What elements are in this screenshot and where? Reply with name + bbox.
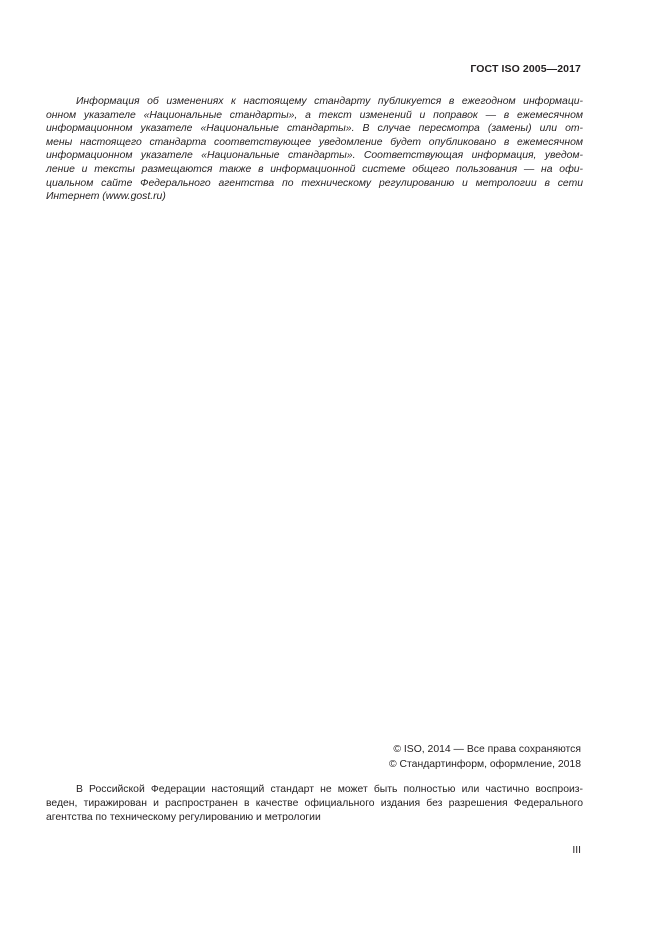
page-number: III	[572, 845, 581, 856]
standard-code: ГОСТ ISO 2005—2017	[470, 63, 581, 75]
info-line: циальном сайте Федерального агентства по техническому регулированию и метрологии в сети	[46, 177, 583, 189]
iso-copyright: © ISO, 2014 — Все права сохраняются	[393, 744, 581, 755]
info-line: Интернет (www.gost.ru)	[46, 191, 166, 203]
rights-line: В Российской Федерации настоящий стандарт не может быть полностью или частично воспроиз-	[76, 784, 583, 795]
copyright-block	[389, 743, 581, 772]
info-line: онном указателе «Национальные стандарты», а текст изменений и поправок — в ежемесячном	[46, 109, 583, 121]
info-line: ление и тексты размещаются также в информационной системе общего пользования — на офи-	[46, 163, 583, 175]
amendment-info-paragraph	[46, 95, 583, 204]
info-line: информационном указателе «Национальные стандарты». В случае пересмотра (замены) или от-	[46, 123, 583, 135]
info-line: Информация об изменениях к настоящему стандарту публикуется в ежегодном информаци-	[76, 96, 583, 107]
standartinform-copyright: © Стандартинформ, оформление, 2018	[388, 758, 581, 770]
reproduction-rights-paragraph	[46, 783, 583, 826]
info-line: информационном указателе «Национальные стандарты». Соответствующая информация, уведом-	[46, 150, 583, 162]
info-line: мены настоящего стандарта соответствующее уведомление будет опубликовано в ежемесячном	[46, 136, 583, 148]
rights-line: веден, тиражирован и распространен в качестве официального издания без разрешения Федерального	[46, 798, 583, 810]
rights-line: агентства по техническому регулированию и метрологии	[46, 812, 321, 824]
